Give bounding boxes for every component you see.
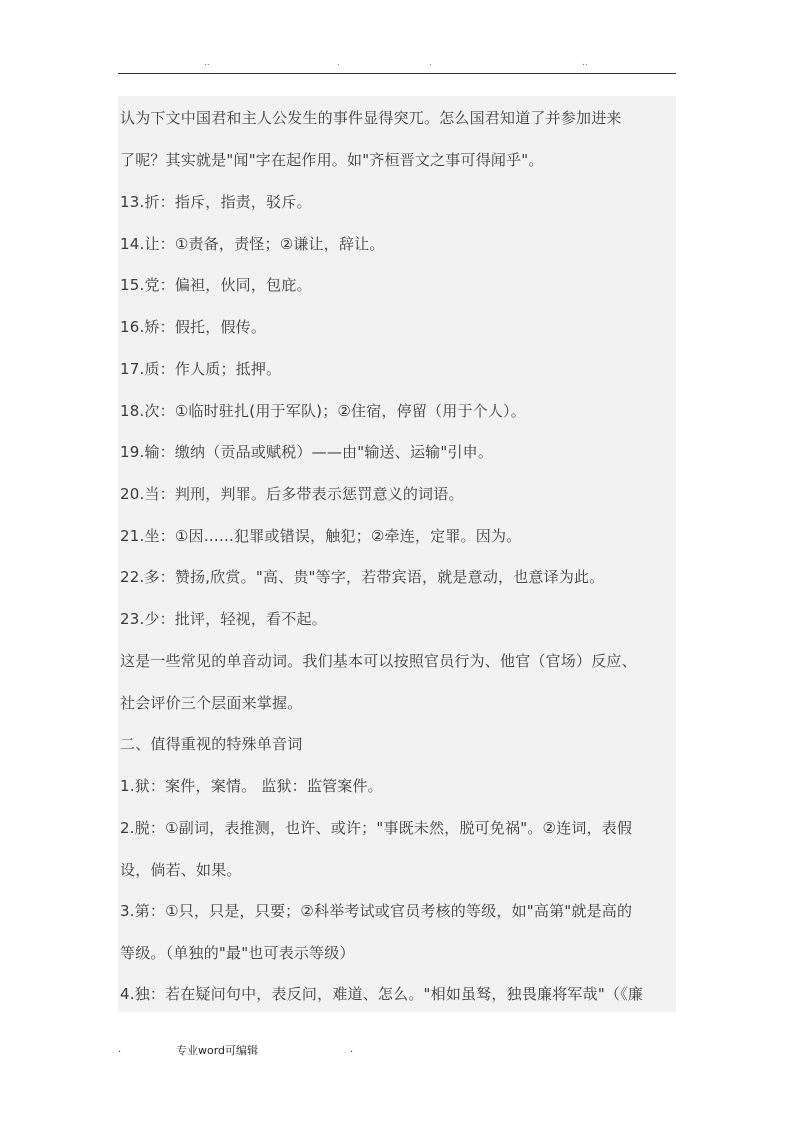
- header-rule: [118, 73, 676, 74]
- header-mark-3: .: [429, 58, 432, 68]
- header-mark-2: .: [337, 58, 340, 68]
- text-line: 设，倘若、如果。: [120, 861, 242, 879]
- text-line: 这是一些常见的单音动词。我们基本可以按照官员行为、他官（官场）反应、: [120, 652, 637, 670]
- footer-dot-right: .: [350, 1044, 354, 1055]
- text-line: 1.狱：案件，案情。 监狱：监管案件。: [120, 777, 383, 795]
- footer-dot-left: .: [118, 1044, 122, 1055]
- footer-text: 专业word可编辑: [176, 1044, 259, 1057]
- header-marks: [118, 58, 676, 72]
- header-mark-1: ..: [204, 58, 210, 68]
- text-line: 2.脱：①副词，表推测，也许、或许；"事既未然，脱可免祸"。②连词，表假: [120, 819, 633, 837]
- text-line: 14.让：①责备，责怪；②谦让，辞让。: [120, 235, 385, 253]
- text-line: 16.矫：假托，假传。: [120, 318, 267, 336]
- text-line: 21.坐：①因……犯罪或错误，触犯；②牵连，定罪。因为。: [120, 527, 522, 545]
- text-line: 社会评价三个层面来掌握。: [120, 694, 303, 712]
- text-line: 3.第：①只，只是，只要；②科举考试或官员考核的等级，如"高第"就是高的: [120, 902, 633, 920]
- text-line: 13.折：指斥，指责，驳斥。: [120, 193, 312, 211]
- text-line: 4.独：若在疑问句中，表反问，难道、怎么。"相如虽驽，独畏廉将军哉"（《廉: [120, 985, 644, 1003]
- text-line: 20.当：判刑，判罪。后多带表示惩罚意义的词语。: [120, 485, 464, 503]
- text-line: 15.党：偏袒，伙同，包庇。: [120, 276, 312, 294]
- text-line: 认为下文中国君和主人公发生的事件显得突兀。怎么国君知道了并参加进来: [120, 109, 622, 127]
- text-line: 22.多：赞扬,欣赏。"高、贵"等字，若带宾语，就是意动，也意译为此。: [120, 568, 605, 586]
- text-line: 18.次：①临时驻扎(用于军队)；②住宿，停留（用于个人）。: [120, 402, 526, 420]
- text-line: 23.少：批评，轻视，看不起。: [120, 610, 327, 628]
- text-line: 等级。（单独的"最"也可表示等级）: [120, 944, 355, 962]
- section-heading: 二、值得重视的特殊单音词: [120, 735, 303, 753]
- header-mark-4: ..: [582, 58, 588, 68]
- text-line: 19.输：缴纳（贡品或赋税）——由"输送、运输"引申。: [120, 443, 494, 461]
- text-line: 了呢？其实就是"闻"字在起作用。如"齐桓晋文之事可得闻乎"。: [120, 151, 544, 169]
- text-line: 17.质：作人质；抵押。: [120, 360, 282, 378]
- document-body: [118, 96, 676, 1012]
